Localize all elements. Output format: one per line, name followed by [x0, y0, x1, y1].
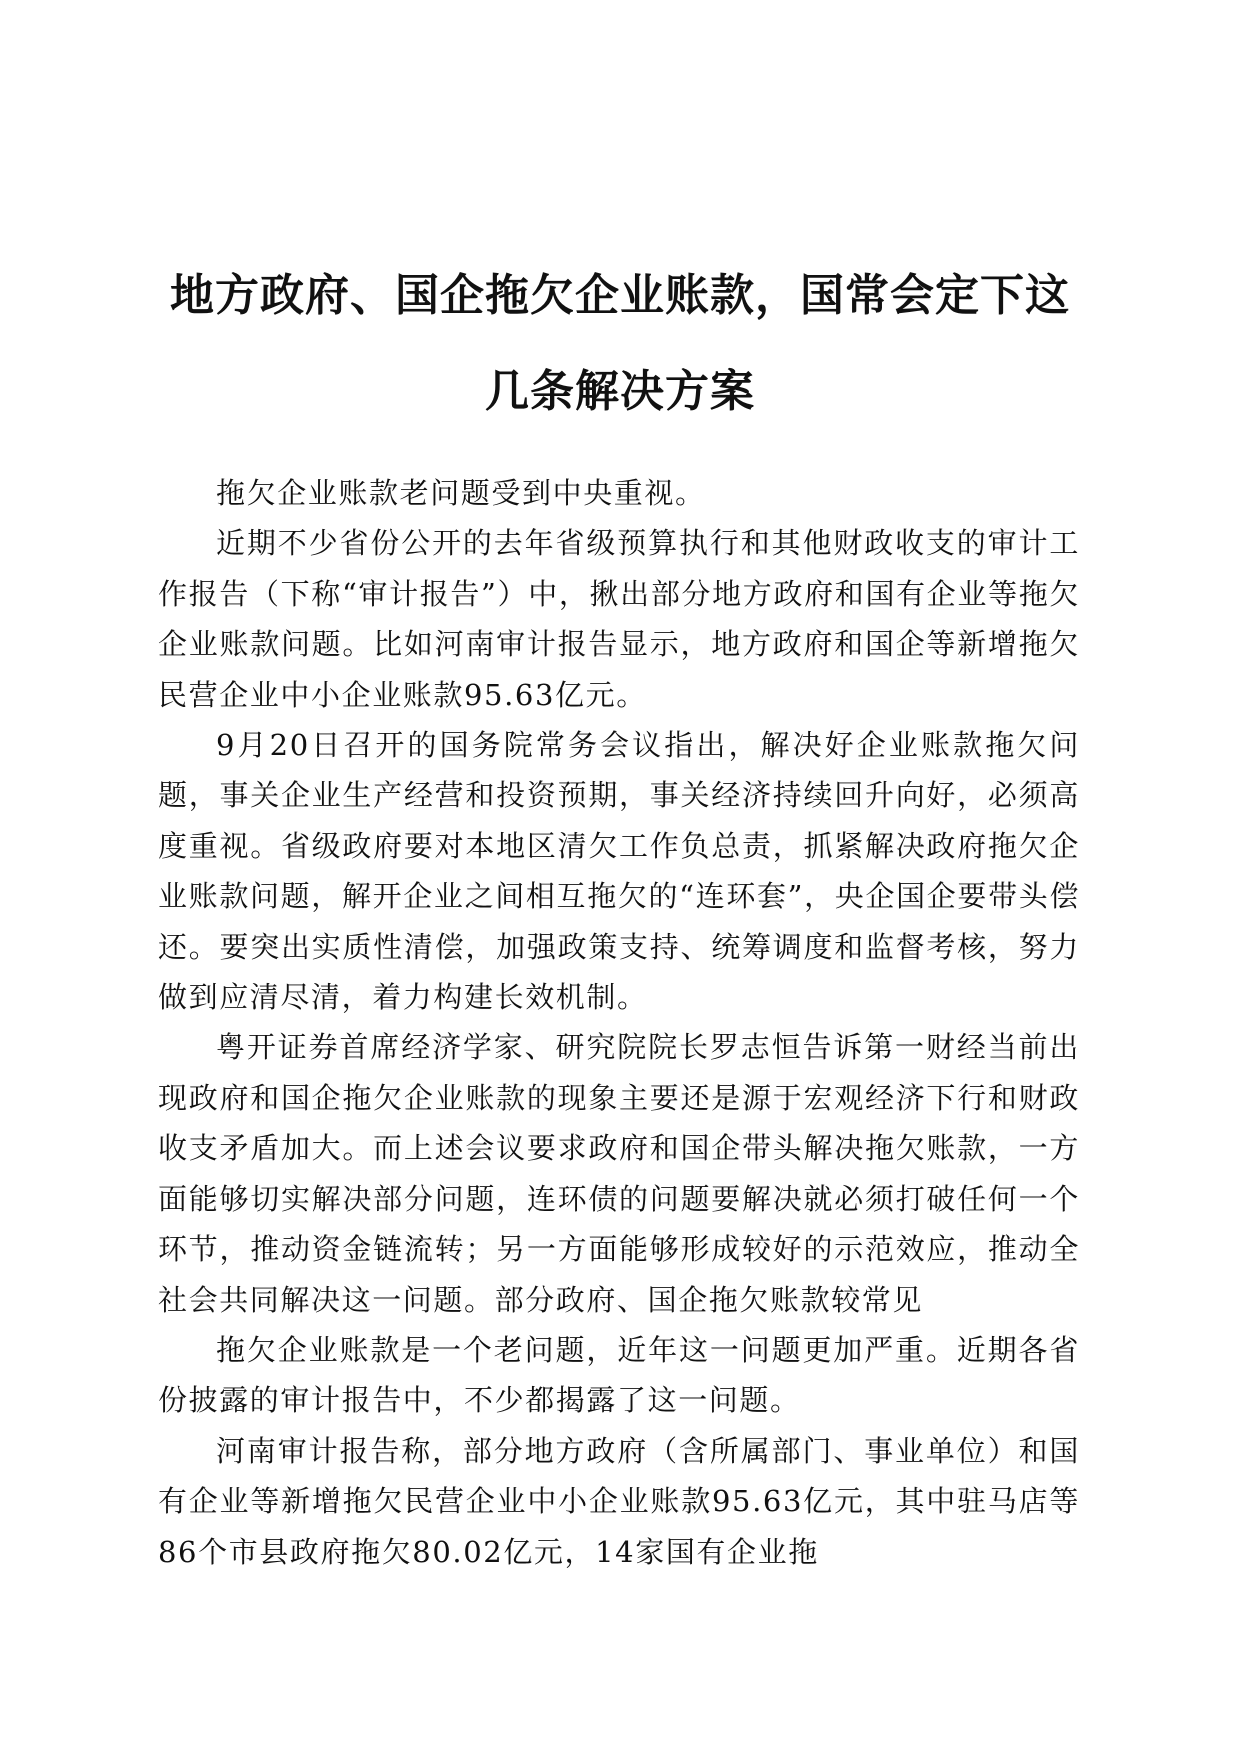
title-line-2: 几条解决方案 — [485, 366, 755, 417]
paragraph-3: 9月20日召开的国务院常务会议指出，解决好企业账款拖欠问题，事关企业生产经营和投资预期，事关经济持续回升向好，必须高度重视。省级政府要对本地区清欠工作负总责，抓紧解决政府拖欠企业账款问题，解开企业之间相互拖欠的“连环套”，央企国企要带头偿还。要突出实质性清偿，加强政策支持、统筹调度和监督考核，努力做到应清尽清，着力构建长效机制。 — [158, 728, 1080, 1015]
document-title — [150, 248, 1090, 440]
paragraph-6: 河南审计报告称，部分地方政府（含所属部门、事业单位）和国有企业等新增拖欠民营企业中小企业账款95.63亿元，其中驻马店等86个市县政府拖欠80.02亿元，14家国有企业拖 — [158, 1433, 1080, 1569]
paragraph-4: 粤开证券首席经济学家、研究院院长罗志恒告诉第一财经当前出现政府和国企拖欠企业账款的现象主要还是源于宏观经济下行和财政收支矛盾加大。而上述会议要求政府和国企带头解决拖欠账款，一方面能够切实解决部分问题，连环债的问题要解决就必须打破任何一个环节，推动资金链流转；另一方面能够形成较好的示范效应，推动全社会共同解决这一问题。部分政府、国企拖欠账款较常见 — [158, 1030, 1080, 1317]
title-line-1: 地方政府、国企拖欠企业账款，国常会定下这 — [170, 270, 1070, 321]
article-body — [158, 468, 1080, 1577]
paragraph-5: 拖欠企业账款是一个老问题，近年这一问题更加严重。近期各省份披露的审计报告中，不少都揭露了这一问题。 — [158, 1332, 1080, 1418]
paragraph-1: 拖欠企业账款老问题受到中央重视。 — [216, 476, 706, 510]
paragraph-2: 近期不少省份公开的去年省级预算执行和其他财政收支的审计工作报告（下称“审计报告”）中，揪出部分地方政府和国有企业等拖欠企业账款问题。比如河南审计报告显示，地方政府和国企等新增拖欠民营企业中小企业账款95.63亿元。 — [158, 526, 1080, 712]
